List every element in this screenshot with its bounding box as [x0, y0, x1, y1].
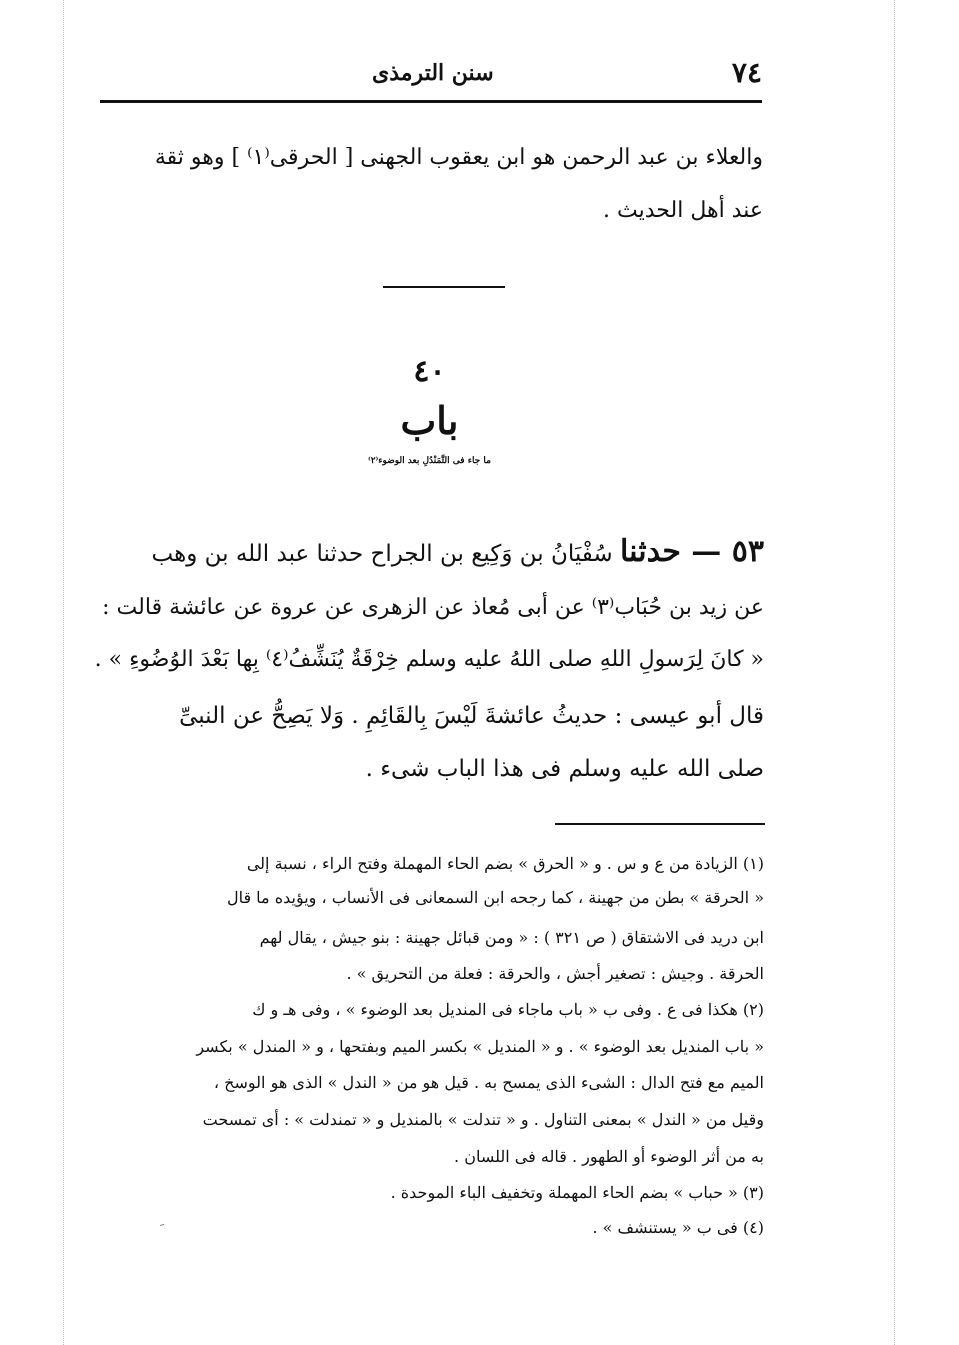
header-rule [100, 100, 762, 103]
footnote-line: (٣) « حباب » بضم الحاء المهملة وتخفيف الباء الموحدة . [390, 1183, 764, 1202]
chapter-number: ٤٠ [413, 354, 446, 389]
footnote-rule [555, 823, 765, 825]
left-scan-edge [63, 0, 64, 1345]
page-header [100, 52, 762, 96]
continued-text-line: والعلاء بن عبد الرحمن هو ابن يعقوب الجهنى [ الحرقى⁽١⁾ ] وهو ثقة [154, 145, 763, 170]
footnote-line: (٢) هكذا فى ع . وفى ب « باب ماجاء فى المنديل بعد الوضوء » ، وفى هـ و ك [252, 1000, 764, 1019]
hadith-line: عن زيد بن حُبَاب⁽٣⁾ عن أبى مُعاذ عن الزهرى عن عروة عن عائشة قالت : [102, 595, 764, 620]
footnote-line: الحرقة . وجيش : تصغير أجش ، والحرقة : فعلة من التحريق » . [346, 964, 764, 983]
page-number: ٧٤ [731, 56, 762, 89]
footnote-line: « الحرقة » بطن من جهينة ، كما رجحه ابن السمعانى فى الأنساب ، ويؤيده ما قال [226, 888, 764, 907]
chapter-word: باب [400, 398, 459, 443]
footnote-line: (١) الزيادة من ع و س . و « الحرق » بضم الحاء المهملة وفتح الراء ، نسبة إلى [246, 854, 764, 873]
chapter-title: ما جاء فى التَّمَنْدُلِ بعد الوضوء⁽٢⁾ [368, 456, 491, 466]
right-scan-edge [894, 0, 895, 1345]
footnote-line: الميم مع فتح الدال : الشىء الذى يمسح به . قيل هو من « الندل » الذى هو الوسخ ، [213, 1073, 764, 1092]
scan-speck: ﹶ [160, 1222, 165, 1238]
footnote-line: به من أثر الوضوء أو الطهور . قاله فى اللسان . [454, 1147, 764, 1166]
section-divider [383, 286, 505, 288]
hadith-number-lead: ٥٣ — حدثنا [620, 534, 764, 569]
hadith-line: « كانَ لِرَسولِ اللهِ صلى اللهُ عليه وسلم خِرْقَةٌ يُنَشِّفُ⁽٤⁾ بِها بَعْدَ الوُضُوءِ » . [94, 647, 764, 672]
continued-text-line: عند أهل الحديث . [603, 198, 763, 223]
running-title: سنن الترمذى [372, 60, 494, 86]
hadith-line: صلى الله عليه وسلم فى هذا الباب شىء . [365, 756, 764, 782]
footnote-line: وقيل من « الندل » بمعنى التناول . و « تندلت » بالمنديل و « تمندلت » : أى تمسحت [202, 1110, 764, 1129]
footnote-line: « باب المنديل بعد الوضوء » . و « المنديل » بكسر الميم وبفتحها ، و « المندل » بكسر [196, 1037, 764, 1056]
footnote-line: (٤) فى ب « يستنشف » . [592, 1218, 764, 1237]
hadith-text: سُفْيَانُ بن وَكِيع بن الجراح حدثنا عبد الله بن وهب [151, 541, 613, 567]
hadith-line [151, 536, 764, 570]
footnote-line: ابن دريد فى الاشتقاق ( ص ٣٢١ ) : « ومن قبائل جهينة : بنو جيش ، يقال لهم [259, 928, 764, 947]
hadith-line: قال أبو عيسى : حديثُ عائشةَ لَيْسَ بِالقَائِمِ . وَلا يَصِحُّ عن النبىِّ [179, 703, 764, 729]
